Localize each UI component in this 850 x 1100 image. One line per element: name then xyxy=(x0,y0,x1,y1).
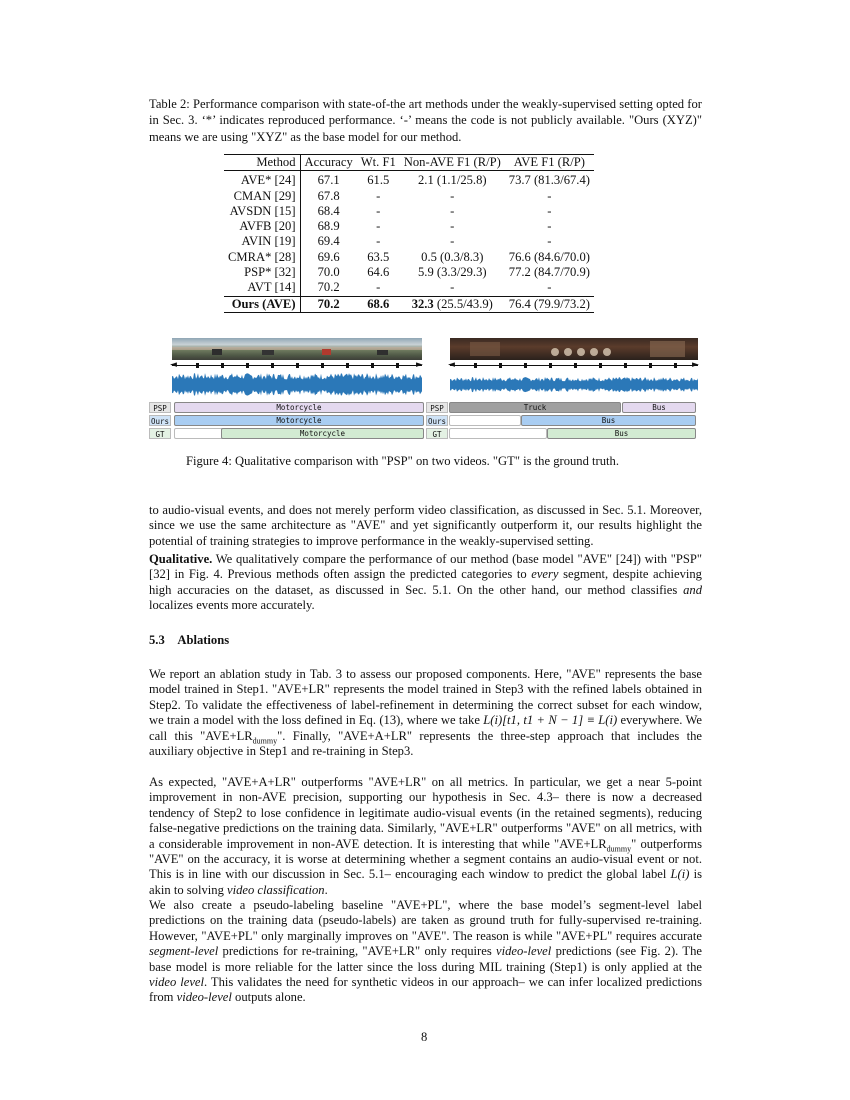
header-ave-f1: AVE F1 (R/P) xyxy=(513,155,585,169)
cell-method: AVIN [19] xyxy=(224,234,300,249)
text-run: outputs alone. xyxy=(231,990,306,1005)
header-wt-f1: Wt. F1 xyxy=(360,155,396,169)
section-title: Ablations xyxy=(177,633,230,647)
text-run: . This validates the need for synthetic videos in our approach– we can infer localized predictions from xyxy=(149,975,702,1005)
cell-ave: - xyxy=(547,280,552,295)
table-caption: Table 2: Performance comparison with state-of-the art methods under the weakly-supervised setting opted for in Sec. 3. ‘*’ indicates reproduced performance. ‘-’ means the code is not publicly available. "Ours (XYZ)" means we are using "XYZ" as the base model for our method. xyxy=(149,97,702,144)
cell-non-ave: - xyxy=(450,234,455,249)
math-expression: L(i) xyxy=(670,867,690,882)
paragraph-ablation-3 xyxy=(149,898,702,1006)
figure-4 xyxy=(149,338,702,446)
cell-accuracy: 67.1 xyxy=(317,173,340,188)
psp-segment-motorcycle: Motorcycle xyxy=(174,402,424,413)
emphasis: video classification xyxy=(227,882,325,897)
table-row xyxy=(224,204,594,219)
gt-segment-bus: Bus xyxy=(547,428,696,439)
cell-ave: - xyxy=(547,188,552,203)
cell-method: CMAN [29] xyxy=(224,189,300,204)
cell-wt-f1: - xyxy=(376,219,381,234)
page-number: 8 xyxy=(421,1030,428,1044)
emphasis: and xyxy=(683,582,702,597)
row-label-ours: Ours xyxy=(150,417,170,426)
row-label-ours: Ours xyxy=(427,417,447,426)
table-row xyxy=(224,171,594,189)
header-non-ave-f1: Non-AVE F1 (R/P) xyxy=(403,155,501,169)
row-label-gt: GT xyxy=(149,428,171,439)
cell-accuracy: 70.2 xyxy=(317,296,340,311)
header-method: Method xyxy=(224,155,300,171)
audio-waveform-right xyxy=(450,368,698,402)
table-row xyxy=(224,234,594,249)
cell-non-ave: 2.1 (1.1/25.8) xyxy=(418,173,487,188)
figure-caption: Figure 4: Qualitative comparison with "PSP" on two videos. "GT" is the ground truth. xyxy=(186,454,619,468)
row-label-psp: PSP xyxy=(149,402,171,413)
text-run: localizes events more accurately. xyxy=(149,598,315,613)
table-header-row xyxy=(224,155,594,171)
text-run: segment, despite achieving high accuracies on the dataset, as discussed in Sec. 5.1. On the other hand, our method classifies xyxy=(149,567,702,597)
video-frames-bus xyxy=(450,338,698,360)
gt-empty-segment xyxy=(449,428,547,439)
run-in-heading: Qualitative. xyxy=(149,552,213,566)
gt-segment-motorcycle: Motorcycle xyxy=(221,428,424,439)
frames-strip-image xyxy=(450,338,698,360)
ours-empty-segment xyxy=(449,415,521,426)
paragraph-qualitative xyxy=(149,552,702,614)
cell-accuracy: 70.2 xyxy=(317,280,340,295)
cell-method: AVE* [24] xyxy=(224,171,300,189)
table-row xyxy=(224,280,594,296)
cell-non-ave-rest: (25.5/43.9) xyxy=(433,296,493,311)
timeline-arrow-left-end-icon: ► xyxy=(416,360,423,370)
ours-segment-motorcycle: Motorcycle xyxy=(174,415,424,426)
cell-accuracy: 69.6 xyxy=(317,249,340,264)
cell-non-ave: - xyxy=(450,280,455,295)
text-run: We also create a pseudo-labeling baseline "AVE+PL", where the base model’s segment-level label predictions on the training data (pseudo-labels) are taken as ground truth for fully-supervised re-training. However, "AVE+PL" only marginally improves on "AVE". The reason is while "AVE+PL" requires accurate xyxy=(149,898,702,943)
timeline-arrow-left-start-icon: ◄ xyxy=(170,360,177,370)
section-number: 5.3 xyxy=(149,633,165,647)
cell-method: AVSDN [15] xyxy=(224,204,300,219)
audio-waveform-left xyxy=(172,368,422,402)
cell-accuracy: 69.4 xyxy=(317,234,340,249)
emphasis: video level xyxy=(149,975,204,990)
table-row xyxy=(224,219,594,234)
cell-non-ave: - xyxy=(450,219,455,234)
cell-wt-f1: - xyxy=(376,234,381,249)
cell-wt-f1: - xyxy=(376,203,381,218)
cell-ave: 77.2 (84.7/70.9) xyxy=(508,265,590,280)
cell-ave: 73.7 (81.3/67.4) xyxy=(508,173,590,188)
paragraph-ablation-2 xyxy=(149,775,702,898)
text-run: predictions for re-training, "AVE+LR" only requires xyxy=(218,944,497,959)
cell-accuracy: 70.0 xyxy=(317,265,340,280)
table-row-ours xyxy=(224,296,594,312)
cell-ave: 76.4 (79.9/73.2) xyxy=(508,296,590,311)
ours-segment-bus: Bus xyxy=(521,415,696,426)
cell-non-ave xyxy=(400,296,505,312)
text-run: We report an ablation study in Tab. 3 to assess our proposed components. Here, "AVE" represents the base model trained in Step1. "AVE+LR" represents the model trained in Step3 with the refined labels obtained in Step2. To validate the effectiveness of label-refinement in determining the correct subset for each window, we train a model with the loss defined in Eq. (13), where we take xyxy=(149,667,702,728)
cell-non-ave: 5.9 (3.3/29.3) xyxy=(418,265,487,280)
section-heading xyxy=(149,633,229,648)
cell-ave: 76.6 (84.6/70.0) xyxy=(508,249,590,264)
cell-wt-f1: - xyxy=(376,280,381,295)
cell-wt-f1: - xyxy=(376,188,381,203)
cell-wt-f1: 61.5 xyxy=(367,173,390,188)
paragraph-ablation-1 xyxy=(149,667,702,759)
text-run: predictions (see Fig. 2). The base model is more reliable for the latter since the loss during MIL training (Step1) is only applied at the xyxy=(149,944,702,974)
text-run: everywhere. We call this "AVE+LR xyxy=(149,713,702,743)
cell-non-ave-bold: 32.3 xyxy=(411,296,434,311)
cell-method: AVFB [20] xyxy=(224,219,300,234)
cell-method: Ours (AVE) xyxy=(224,296,300,312)
cell-method: PSP* [32] xyxy=(224,265,300,280)
cell-accuracy: 68.9 xyxy=(317,219,340,234)
cell-wt-f1: 68.6 xyxy=(367,296,390,311)
subscript: dummy xyxy=(252,736,278,746)
cell-non-ave: - xyxy=(450,188,455,203)
math-expression: L(i)[t1, t1 + N − 1] ≡ L(i) xyxy=(483,713,618,728)
cell-accuracy: 67.8 xyxy=(317,188,340,203)
comparison-table xyxy=(224,154,594,313)
cell-method: CMRA* [28] xyxy=(224,250,300,265)
cell-method: AVT [14] xyxy=(224,280,300,296)
text-run: As expected, "AVE+A+LR" outperforms "AVE+LR" on all metrics. In particular, we get a near 5-point improvement in non-AVE precision, supporting our hypothesis in Sec. 4.3– there is now a decreased tendency of Step2 to lose confidence in legitimate audio-visual events (in the retained segments), reducing false-negative predictions on the training data. Similarly, "AVE+LR" outperforms "AVE" on all metrics, with a considerable improvement in non-AVE detection. It is interesting that while "AVE+LR xyxy=(149,775,702,851)
cell-accuracy: 68.4 xyxy=(317,203,340,218)
paragraph-results: to audio-visual events, and does not merely perform video classification, as discussed in Sec. 5.1. Moreover, since we use the same architecture as "AVE" and yet significantly outperform it, our results highlight the potential of training strategies to improve performance in the weakly-supervised setting. xyxy=(149,503,702,548)
cell-non-ave: 0.5 (0.3/8.3) xyxy=(421,249,484,264)
timeline-arrow-right-start-icon: ◄ xyxy=(448,360,455,370)
video-frames-motorcycle xyxy=(172,338,422,360)
cell-non-ave: - xyxy=(450,203,455,218)
table-row xyxy=(224,189,594,204)
cell-wt-f1: 64.6 xyxy=(367,265,390,280)
table-row xyxy=(224,250,594,265)
text-run: ". Finally, "AVE+A+LR" represents the three-step approach that includes the auxiliary objective in Step1 and re-training in Step3. xyxy=(149,728,702,759)
text-run: is akin to solving xyxy=(149,867,702,897)
text-run: We qualitatively compare the performance of our method (base model "AVE" [24]) with "PSP" [32] in Fig. 4. Previous methods often assign the predicted categories to xyxy=(149,552,702,582)
psp-segment-truck: Truck xyxy=(449,402,621,413)
emphasis: video-level xyxy=(496,944,552,959)
cell-ave: - xyxy=(547,234,552,249)
frames-strip-image xyxy=(172,338,422,360)
cell-wt-f1: 63.5 xyxy=(367,249,390,264)
header-accuracy: Accuracy xyxy=(304,155,353,169)
cell-ave: - xyxy=(547,219,552,234)
emphasis: every xyxy=(531,567,559,582)
row-label-psp: PSP xyxy=(426,402,448,413)
psp-segment-bus: Bus xyxy=(622,402,696,413)
emphasis: video-level xyxy=(176,990,232,1005)
subscript: dummy xyxy=(606,844,632,854)
row-label-gt: GT xyxy=(426,428,448,439)
text-run: " outperforms "AVE" on the accuracy, it is worse at determining whether a segment contains an audio-visual event or not. This is in line with our discussion in Sec. 5.1– encouraging each window to predict the global label xyxy=(149,836,702,882)
cell-ave: - xyxy=(547,203,552,218)
table-row xyxy=(224,265,594,280)
emphasis: segment-level xyxy=(149,944,219,959)
text-run: . xyxy=(324,882,328,897)
timeline-arrow-right-end-icon: ► xyxy=(692,360,699,370)
